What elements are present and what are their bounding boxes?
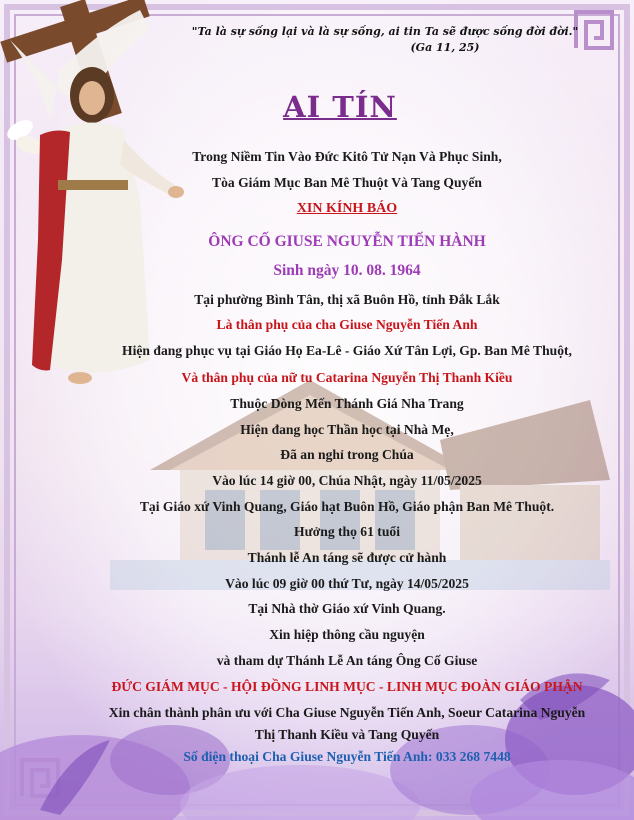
page-title: AI TÍN	[283, 90, 397, 124]
age: Hưởng thọ 61 tuổi	[294, 524, 400, 539]
deceased-name: ÔNG CỐ GIUSE NGUYỄN TIẾN HÀNH	[208, 233, 486, 250]
funeral-mass-time: Vào lúc 09 giờ 00 thứ Tư, ngày 14/05/2025	[225, 576, 469, 591]
sister-study: Hiện đang học Thần học tại Nhà Mẹ,	[240, 422, 454, 437]
attendance-request: và tham dự Thánh Lễ An táng Ông Cố Giuse	[216, 653, 478, 668]
death-place: Tại Giáo xứ Vinh Quang, Giáo hạt Buôn Hồ, Giáo phận Ban Mê Thuột.	[139, 499, 555, 514]
announce-heading: XIN KÍNH BÁO	[296, 201, 398, 216]
intro-line-1: Trong Niềm Tin Vào Đức Kitô Tử Nạn Và Phục Sinh,	[192, 149, 502, 164]
birth-place: Tại phường Bình Tân, thị xã Buôn Hồ, tỉnh Đắk Lắk	[194, 292, 500, 307]
scripture-quote-reference: (Ga 11, 25)	[410, 41, 480, 54]
funeral-mass-intro: Thánh lễ An táng sẽ được cử hành	[247, 550, 447, 565]
father-of-priest: Là thân phụ của cha Giuse Nguyễn Tiến Anh	[216, 317, 478, 332]
sister-congregation: Thuộc Dòng Mến Thánh Giá Nha Trang	[230, 396, 464, 411]
birth-date: Sinh ngày 10. 08. 1964	[273, 262, 421, 279]
death-time: Vào lúc 14 giờ 00, Chúa Nhật, ngày 11/05/2025	[212, 473, 482, 488]
condolence-line-1: Xin chân thành phân ưu với Cha Giuse Nguyễn Tiến Anh, Soeur Catarina Nguyễn	[108, 705, 586, 720]
father-of-sister: Và thân phụ của nữ tu Catarina Nguyễn Thị Thanh Kiều	[181, 370, 513, 385]
funeral-mass-place: Tại Nhà thờ Giáo xứ Vinh Quang.	[248, 601, 446, 616]
signatories: ĐỨC GIÁM MỤC - HỘI ĐỒNG LINH MỤC - LINH MỤC ĐOÀN GIÁO PHẬN	[111, 679, 583, 694]
prayer-request: Xin hiệp thông cầu nguyện	[269, 627, 425, 642]
intro-line-2: Tòa Giám Mục Ban Mê Thuột Và Tang Quyến	[212, 175, 482, 190]
scripture-quote	[150, 24, 620, 56]
condolence-line-2: Thị Thanh Kiều và Tang Quyến	[254, 727, 440, 742]
contact-phone: Số điện thoại Cha Giuse Nguyễn Tiến Anh: 033 268 7448	[183, 749, 511, 764]
priest-assignment: Hiện đang phục vụ tại Giáo Họ Ea-Lê - Giáo Xứ Tân Lợi, Gp. Ban Mê Thuột,	[122, 343, 572, 358]
scripture-quote-text: "Ta là sự sống lại và là sự sống, ai tin Ta sẽ được sống đời đời."	[191, 25, 579, 38]
passed-away: Đã an nghỉ trong Chúa	[280, 447, 414, 462]
